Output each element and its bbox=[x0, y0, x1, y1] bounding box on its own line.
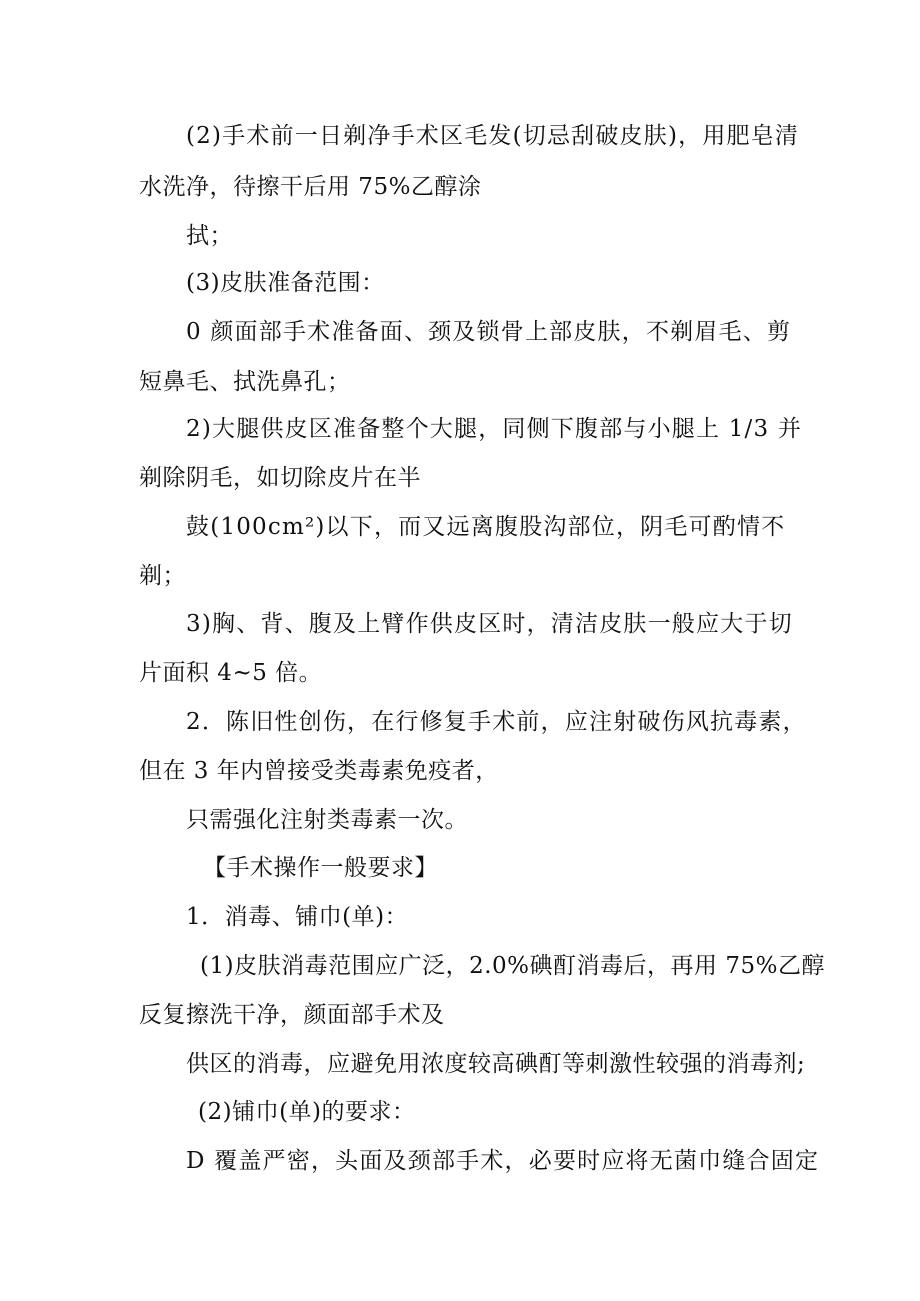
text-line: 反复擦洗干净，颜面部手术及 bbox=[139, 1002, 445, 1028]
text-line: (2)铺巾(单)的要求： bbox=[198, 1099, 416, 1125]
text-line: 2．陈旧性创伤，在行修复手术前，应注射破伤风抗毒素， bbox=[186, 709, 807, 735]
text-line: 剃； bbox=[139, 563, 186, 589]
text-line: 片面积 4~5 倍。 bbox=[139, 660, 323, 686]
text-line: 0 颜面部手术准备面、颈及锁骨上部皮肤，不剃眉毛、剪 bbox=[186, 319, 792, 345]
section-heading: 【手术操作一般要求】 bbox=[203, 855, 438, 881]
text-line: 3)胸、背、腹及上臂作供皮区时，清洁皮肤一般应大于切 bbox=[186, 611, 793, 637]
text-line: D 覆盖严密，头面及颈部手术，必要时应将无菌巾缝合固定 bbox=[186, 1148, 820, 1174]
text-line: 2)大腿供皮区准备整个大腿，同侧下腹部与小腿上 1/3 并 bbox=[186, 416, 803, 442]
text-line: 1．消毒、铺巾(单)： bbox=[186, 904, 409, 930]
text-line: 只需强化注射类毒素一次。 bbox=[186, 807, 468, 833]
text-line: 但在 3 年内曾接受类毒素免疫者， bbox=[139, 758, 499, 784]
text-line: 鼓(100cm²)以下，而又远离腹股沟部位，阴毛可酌情不 bbox=[186, 514, 786, 540]
text-line: 剃除阴毛，如切除皮片在半 bbox=[139, 465, 421, 491]
text-line: 水洗净，待擦干后用 75%乙醇涂 bbox=[139, 174, 482, 200]
text-line: (2)手术前一日剃净手术区毛发(切忌刮破皮肤)，用肥皂清 bbox=[186, 123, 800, 149]
text-line: 拭； bbox=[186, 223, 233, 249]
text-line: (1)皮肤消毒范围应广泛，2.0%碘酊消毒后，再用 75%乙醇 bbox=[200, 953, 825, 979]
text-line: 短鼻毛、拭洗鼻孔； bbox=[139, 369, 351, 395]
text-line: (3)皮肤准备范围： bbox=[186, 270, 385, 296]
text-line: 供区的消毒，应避免用浓度较高碘酊等刺激性较强的消毒剂; bbox=[186, 1051, 806, 1077]
